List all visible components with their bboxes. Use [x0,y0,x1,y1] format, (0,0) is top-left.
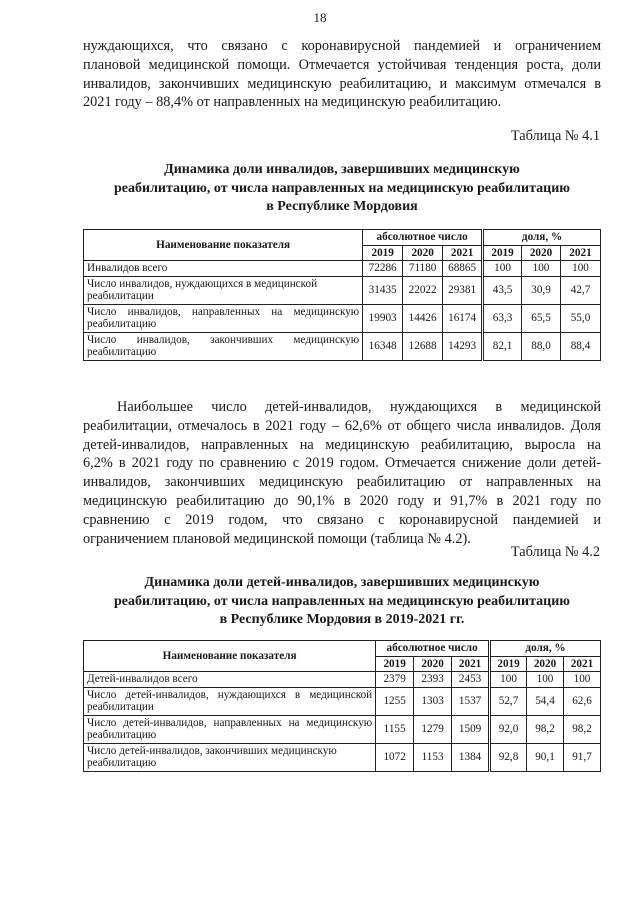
cell-value: 1279 [414,715,452,743]
cell-value: 52,7 [490,687,527,715]
cell-value: 30,9 [522,276,561,304]
paragraph-line: инвалидов, закончивших медицинскую реабилитацию от направленных на [83,474,601,491]
paragraph-line: 6,2% в 2021 году по сравнению с 2019 годом. Отмечается снижение доли детей- [83,455,601,472]
table-label: Таблица № 4.1 [510,128,600,144]
cell-value: 16174 [443,304,483,332]
column-header-name: Наименование показателя [84,230,363,261]
year-header: 2019 [490,656,527,672]
cell-value: 88,4 [560,332,600,360]
cell-value: 100 [490,672,527,688]
cell-value: 22022 [403,276,443,304]
paragraph-line: сравнению с 2019 годом, что связано с коронавирусной пандемией и [83,511,601,528]
cell-value: 43,5 [483,276,522,304]
table-title [83,161,601,217]
column-group-share: доля, % [483,230,601,246]
cell-value: 100 [563,672,600,688]
paragraph-line: инвалидов, закончивших медицинскую реабилитацию, и максимум отмечался в [83,75,601,92]
cell-value: 29381 [443,276,483,304]
row-name: Число детей-инвалидов, направленных на медицинскую реабилитацию [84,715,376,743]
row-name: Число детей-инвалидов, закончивших медицинскую реабилитацию [84,743,376,771]
cell-value: 100 [527,672,564,688]
paragraph-1 [83,37,601,112]
cell-value: 63,3 [483,304,522,332]
cell-value: 98,2 [527,715,564,743]
cell-value: 98,2 [563,715,600,743]
cell-value: 1155 [376,715,414,743]
table-title [83,574,601,630]
data-table-1 [83,229,601,361]
table-row [84,332,601,360]
year-header: 2019 [483,245,522,261]
cell-value: 1537 [452,687,490,715]
table-title-line: в Республике Мордовия [266,199,418,214]
cell-value: 100 [483,261,522,277]
cell-value: 90,1 [527,743,564,771]
paragraph-line: ограничением плановой медицинской помощи (таблица № 4.2). [83,530,471,547]
cell-value: 12688 [403,332,443,360]
page-number: 18 [313,10,327,25]
table-row [84,715,601,743]
cell-value: 55,0 [560,304,600,332]
cell-value: 16348 [363,332,403,360]
cell-value: 1255 [376,687,414,715]
cell-value: 1509 [452,715,490,743]
year-header: 2020 [527,656,564,672]
column-header-name: Наименование показателя [84,641,376,672]
table-title-line: Динамика доли инвалидов, завершивших медицинскую [164,162,520,177]
cell-value: 91,7 [563,743,600,771]
cell-value: 68865 [443,261,483,277]
paragraph-line: реабилитации, отмечалось в 2021 году – 62,6% от общего числа инвалидов. Доля [83,417,601,434]
cell-value: 1153 [414,743,452,771]
cell-value: 54,4 [527,687,564,715]
paragraph-line: Наибольшее число детей-инвалидов, нуждающихся в медицинской [117,399,601,415]
paragraph-line: 2021 году – 88,4% от направленных на медицинскую реабилитацию. [83,94,502,111]
year-header: 2021 [563,656,600,672]
year-header: 2021 [560,245,600,261]
row-name: Число инвалидов, закончивших медицинскую реабилитацию [84,332,363,360]
paragraph-line: детей-инвалидов, направленных на медицинскую реабилитацию, выросла на [83,436,601,453]
cell-value: 14426 [403,304,443,332]
cell-value: 1072 [376,743,414,771]
year-header: 2020 [414,656,452,672]
cell-value: 31435 [363,276,403,304]
table-row [84,276,601,304]
cell-value: 82,1 [483,332,522,360]
table-row [84,261,601,277]
cell-value: 71180 [403,261,443,277]
cell-value: 88,0 [522,332,561,360]
row-name: Число детей-инвалидов, нуждающихся в медицинской реабилитации [84,687,376,715]
column-group-share: доля, % [490,641,601,657]
cell-value: 2393 [414,672,452,688]
year-header: 2019 [363,245,403,261]
row-name: Число инвалидов, нуждающихся в медицинской реабилитации [84,276,363,304]
cell-value: 2379 [376,672,414,688]
cell-value: 42,7 [560,276,600,304]
table-row [84,304,601,332]
table-row [84,672,601,688]
column-group-absolute: абсолютное число [376,641,490,657]
column-group-absolute: абсолютное число [363,230,483,246]
cell-value: 100 [560,261,600,277]
table-row [84,743,601,771]
cell-value: 1303 [414,687,452,715]
cell-value: 92,8 [490,743,527,771]
paragraph-line: нуждающихся, что связано с коронавирусной пандемией и ограничением [83,38,601,54]
table-title-line: реабилитацию, от числа направленных на медицинскую реабилитацию [114,593,570,609]
cell-value: 92,0 [490,715,527,743]
cell-value: 1384 [452,743,490,771]
paragraph-line: медицинскую реабилитацию до 90,1% в 2020 году и 91,7% в 2021 году по [83,492,601,509]
cell-value: 19903 [363,304,403,332]
year-header: 2021 [452,656,490,672]
year-header: 2021 [443,245,483,261]
table-row [84,687,601,715]
cell-value: 2453 [452,672,490,688]
row-name: Детей-инвалидов всего [84,672,376,688]
year-header: 2020 [522,245,561,261]
table-title-line: реабилитацию, от числа направленных на медицинскую реабилитацию [114,180,570,196]
cell-value: 65,5 [522,304,561,332]
paragraph-line: плановой медицинской помощи. Отмечается устойчивая тенденция роста, доли [83,56,601,73]
cell-value: 100 [522,261,561,277]
table-label: Таблица № 4.2 [510,544,600,560]
row-name: Число инвалидов, направленных на медицинскую реабилитацию [84,304,363,332]
table-title-line: Динамика доли детей-инвалидов, завершивших медицинскую [144,575,540,590]
data-table-2 [83,640,601,772]
row-name: Инвалидов всего [84,261,363,277]
year-header: 2020 [403,245,443,261]
year-header: 2019 [376,656,414,672]
table-title-line: в Республике Мордовия в 2019-2021 гг. [219,612,465,627]
cell-value: 72286 [363,261,403,277]
cell-value: 62,6 [563,687,600,715]
paragraph-2 [83,398,601,548]
cell-value: 14293 [443,332,483,360]
